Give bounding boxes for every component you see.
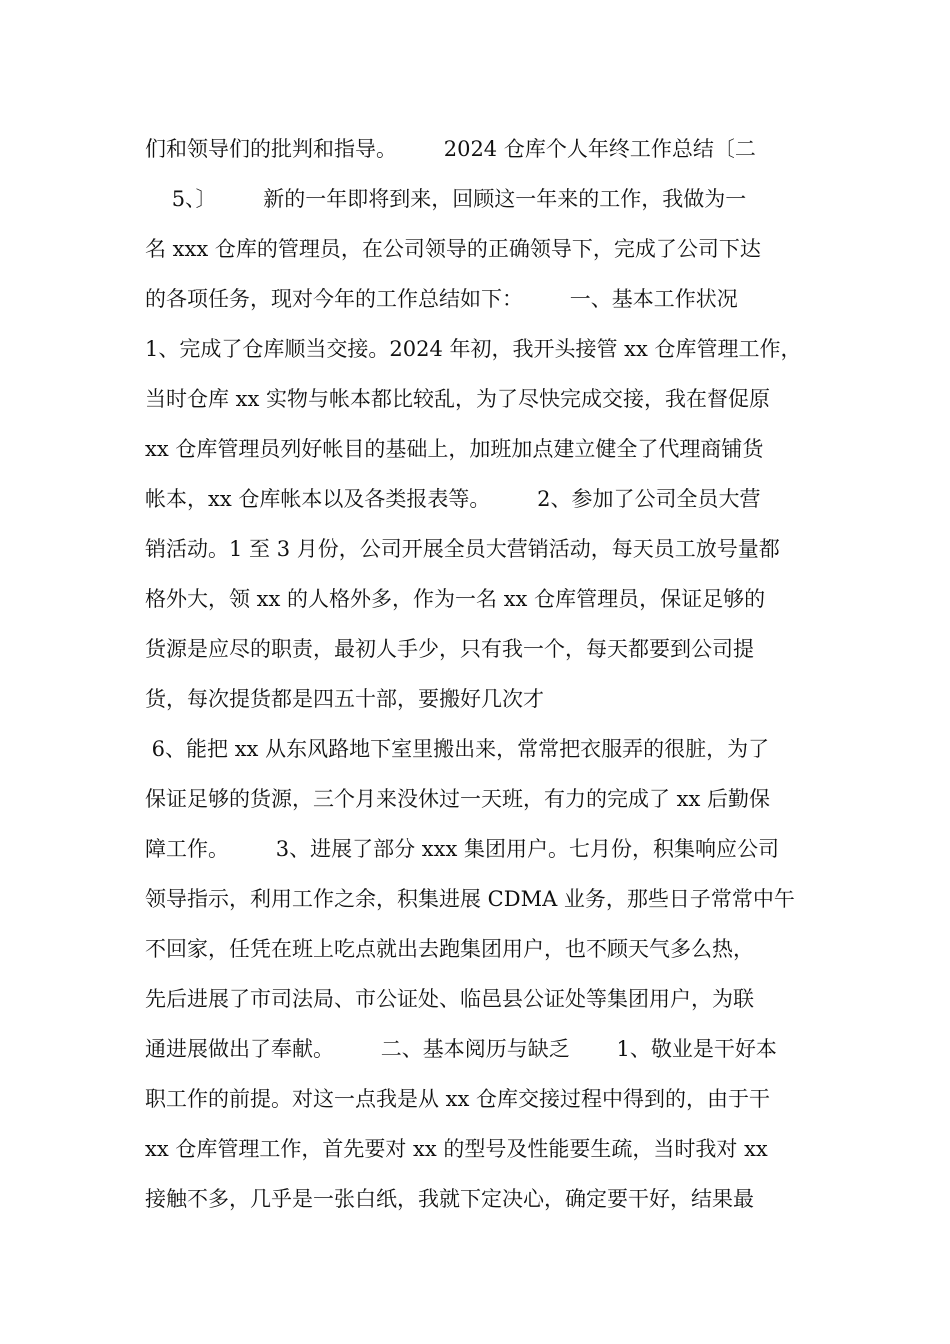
text-line-21: xx 仓库管理工作，首先要对 xx 的型号及性能要生疏，当时我对 xx (145, 1137, 768, 1161)
text-line-18: 先后进展了市司法局、市公证处、临邑县公证处等集团用户，为联 (145, 987, 754, 1011)
text-line-22: 接触不多，几乎是一张白纸，我就下定决心，确定要干好，结果最 (145, 1187, 754, 1211)
text-line-12: 货，每次提货都是四五十部，要搬好几次才 (145, 687, 544, 711)
text-line-4: 的各项任务，现对今年的工作总结如下： 一、基本工作状况 (145, 287, 738, 311)
text-line-1: 们和领导们的批判和指导。 2024 仓库个人年终工作总结〔二 (145, 137, 756, 161)
text-line-17: 不回家，任凭在班上吃点就出去跑集团用户，也不顾天气多么热， (145, 937, 754, 961)
text-line-3: 名 xxx 仓库的管理员，在公司领导的正确领导下，完成了公司下达 (145, 237, 761, 261)
text-line-11: 货源是应尽的职责，最初人手少，只有我一个，每天都要到公司提 (145, 637, 754, 661)
text-line-6: 当时仓库 xx 实物与帐本都比较乱，为了尽快完成交接，我在督促原 (145, 387, 771, 411)
text-line-2: 5、〕 新的一年即将到来，回顾这一年来的工作，我做为一 (145, 187, 747, 211)
text-line-7: xx 仓库管理员列好帐目的基础上，加班加点建立健全了代理商铺货 (145, 437, 764, 461)
text-line-5: 1、完成了仓库顺当交接。2024 年初，我开头接管 xx 仓库管理工作， (145, 337, 802, 361)
text-line-16: 领导指示，利用工作之余，积集进展 CDMA 业务，那些日子常常中午 (145, 887, 795, 911)
body-text (145, 124, 815, 1224)
text-line-10: 格外大，领 xx 的人格外多，作为一名 xx 仓库管理员，保证足够的 (145, 587, 766, 611)
text-line-19: 通进展做出了奉献。 二、基本阅历与缺乏 1、敬业是干好本 (145, 1037, 777, 1061)
text-line-9: 销活动。1 至 3 月份，公司开展全员大营销活动，每天员工放号量都 (145, 537, 780, 561)
text-line-13: 6、能把 xx 从东风路地下室里搬出来，常常把衣服弄的很脏，为了 (145, 737, 770, 761)
text-line-14: 保证足够的货源，三个月来没休过一天班，有力的完成了 xx 后勤保 (145, 787, 771, 811)
text-line-15: 障工作。 3、进展了部分 xxx 集团用户。七月份，积集响应公司 (145, 837, 779, 861)
text-line-8: 帐本，xx 仓库帐本以及各类报表等。 2、参加了公司全员大营 (145, 487, 761, 511)
text-line-20: 职工作的前提。对这一点我是从 xx 仓库交接过程中得到的，由于干 (145, 1087, 771, 1111)
